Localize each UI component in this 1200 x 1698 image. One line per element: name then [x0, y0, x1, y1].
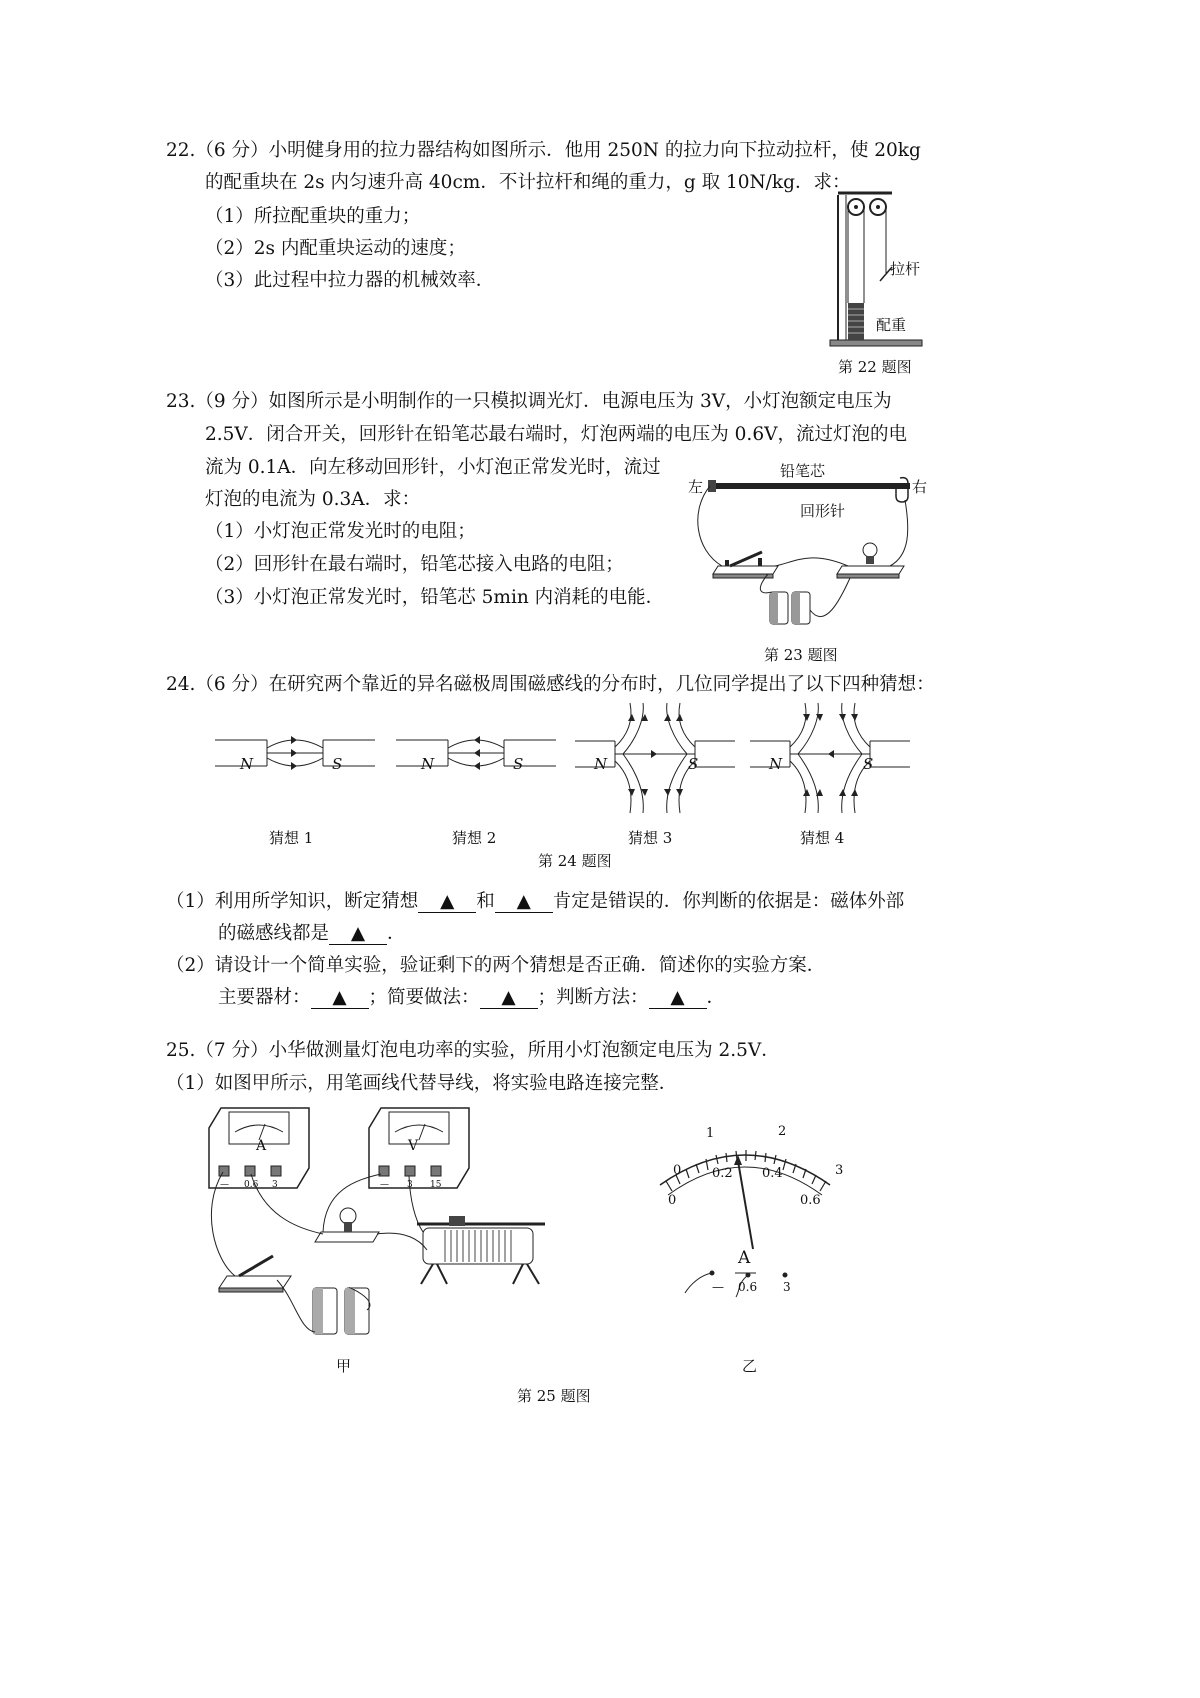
q24-p1-text-a: （1）利用所学知识，断定猜想 [166, 891, 419, 912]
q25-amm-term-06: 0.6 [244, 1180, 259, 1190]
q25-meter-top-0: 0 [673, 1163, 682, 1178]
q22-label-rod: 拉杆 [890, 260, 921, 278]
q25-line1: 25.（7 分）小华做测量灯泡电功率的实验，所用小灯泡额定电压为 2.5V． [166, 1040, 780, 1061]
q24-p1-text-c: 肯定是错误的．你判断的依据是：磁体外部 [552, 891, 905, 912]
q25-meter-bottom-06: 0.6 [800, 1193, 821, 1208]
q25-amm-term-neg: — [220, 1180, 229, 1190]
q24-part2-line1: （2）请设计一个简单实验，验证剩下的两个猜想是否正确．简述你的实验方案． [166, 955, 826, 976]
q25-volt-term-3: 3 [407, 1180, 413, 1190]
q24-p1-text-b: 和 [476, 891, 495, 912]
q25-meter-top-2: 2 [778, 1124, 787, 1139]
q24-guess2-figure [396, 728, 556, 784]
q25-meter-bottom-0: 0 [668, 1193, 677, 1208]
q24-p1-text-e: ． [387, 923, 406, 944]
q25-meter-term-06: 0.6 [738, 1280, 758, 1294]
q25-volt-term-neg: — [380, 1180, 389, 1190]
q23-label-clip: 回形针 [800, 502, 846, 520]
q22-sub1: （1）所拉配重块的重力； [205, 206, 421, 227]
q23-label-left: 左 [688, 478, 704, 496]
q24-p2-text-d: ；判断方法： [537, 987, 649, 1008]
q24-g1-s: S [332, 755, 343, 773]
q24-blank-guess-b[interactable]: ▲ [495, 893, 553, 913]
q24-g4-n: N [769, 755, 783, 773]
q23-label-right: 右 [912, 478, 928, 496]
q24-g4-s: S [863, 755, 874, 773]
q24-g2-n: N [421, 755, 435, 773]
q23-sub2: （2）回形针在最右端时，铅笔芯接入电路的电阻； [205, 554, 624, 575]
q24-g1-n: N [240, 755, 254, 773]
q24-guess1-figure [215, 728, 375, 784]
q22-sub2: （2）2s 内配重块运动的速度； [205, 238, 466, 259]
q25-meter-term-neg: — [712, 1280, 724, 1294]
q23-sub1: （1）小灯泡正常发光时的电阻； [205, 521, 476, 542]
q24-part2-line2 [218, 989, 725, 1009]
q25-amm-term-3: 3 [272, 1180, 278, 1190]
q25-meter-term-3: 3 [783, 1280, 791, 1294]
q25-meter-top-1: 1 [706, 1126, 715, 1141]
q24-g3-s: S [688, 755, 699, 773]
q23-line3: 流为 0.1A．向左移动回形针，小灯泡正常发光时，流过 [205, 457, 661, 478]
q24-caption: 第 24 题图 [538, 852, 612, 870]
q22-line1: 22.（6 分）小明健身用的拉力器结构如图所示．他用 250N 的拉力向下拉动拉杆，使 20kg [166, 140, 921, 161]
q25-label-jia: 甲 [336, 1357, 352, 1375]
q24-p2-text-c: ；简要做法： [368, 987, 480, 1008]
q22-label-weight: 配重 [876, 316, 907, 334]
q24-p2-text-e: ． [706, 987, 726, 1008]
q23-line1: 23.（9 分）如图所示是小明制作的一只模拟调光灯．电源电压为 3V，小灯泡额定电压为 [166, 391, 892, 412]
q24-guess1-label: 猜想 1 [269, 829, 314, 847]
q24-p1-text-d: 的磁感线都是 [218, 923, 330, 944]
q24-blank-guess-a[interactable]: ▲ [418, 893, 476, 913]
q25-caption: 第 25 题图 [517, 1387, 591, 1405]
q24-guess4-label: 猜想 4 [800, 829, 845, 847]
q25-meter-bottom-02: 0.2 [712, 1166, 733, 1181]
q25-meter-top-3: 3 [835, 1163, 844, 1178]
q25-line2: （1）如图甲所示，用笔画线代替导线，将实验电路连接完整． [166, 1073, 678, 1094]
q23-sub3: （3）小灯泡正常发光时，铅笔芯 5min 内消耗的电能． [205, 587, 665, 608]
q24-blank-judgement[interactable]: ▲ [649, 989, 707, 1009]
q23-line4: 灯泡的电流为 0.3A．求： [205, 489, 421, 510]
q24-g2-s: S [513, 755, 524, 773]
q22-sub3: （3）此过程中拉力器的机械效率． [205, 270, 495, 291]
q25-voltmeter-symbol: V [408, 1138, 419, 1154]
q23-circuit-figure [700, 470, 930, 640]
q25-ammeter-symbol: A [256, 1138, 267, 1154]
q24-blank-materials[interactable]: ▲ [311, 989, 369, 1009]
q23-label-pencil: 铅笔芯 [780, 462, 826, 480]
q25-meter-yi-figure [650, 1125, 850, 1305]
q23-caption: 第 23 题图 [764, 646, 838, 664]
q24-guess3-label: 猜想 3 [628, 829, 673, 847]
q25-meter-bottom-04: 0.4 [762, 1166, 783, 1181]
q25-volt-term-15: 15 [430, 1180, 442, 1190]
q24-line1: 24.（6 分）在研究两个靠近的异名磁极周围磁感线的分布时，几位同学提出了以下四种猜想： [166, 674, 935, 695]
q24-blank-basis[interactable]: ▲ [329, 925, 387, 945]
q24-guess2-label: 猜想 2 [452, 829, 497, 847]
q22-line2: 的配重块在 2s 内匀速升高 40cm．不计拉杆和绳的重力，g 取 10N/kg．求： [205, 172, 851, 193]
q24-part1-line1 [166, 893, 904, 913]
q24-g3-n: N [594, 755, 608, 773]
q25-meter-unit: A [738, 1248, 751, 1268]
q24-p2-text-b: 主要器材： [218, 987, 311, 1008]
q25-label-yi: 乙 [742, 1357, 758, 1375]
q23-line2: 2.5V．闭合开关，回形针在铅笔芯最右端时，灯泡两端的电压为 0.6V，流过灯泡的电 [205, 424, 907, 445]
q22-caption: 第 22 题图 [838, 358, 912, 376]
q24-part1-line2 [218, 925, 406, 945]
q24-blank-method[interactable]: ▲ [480, 989, 538, 1009]
